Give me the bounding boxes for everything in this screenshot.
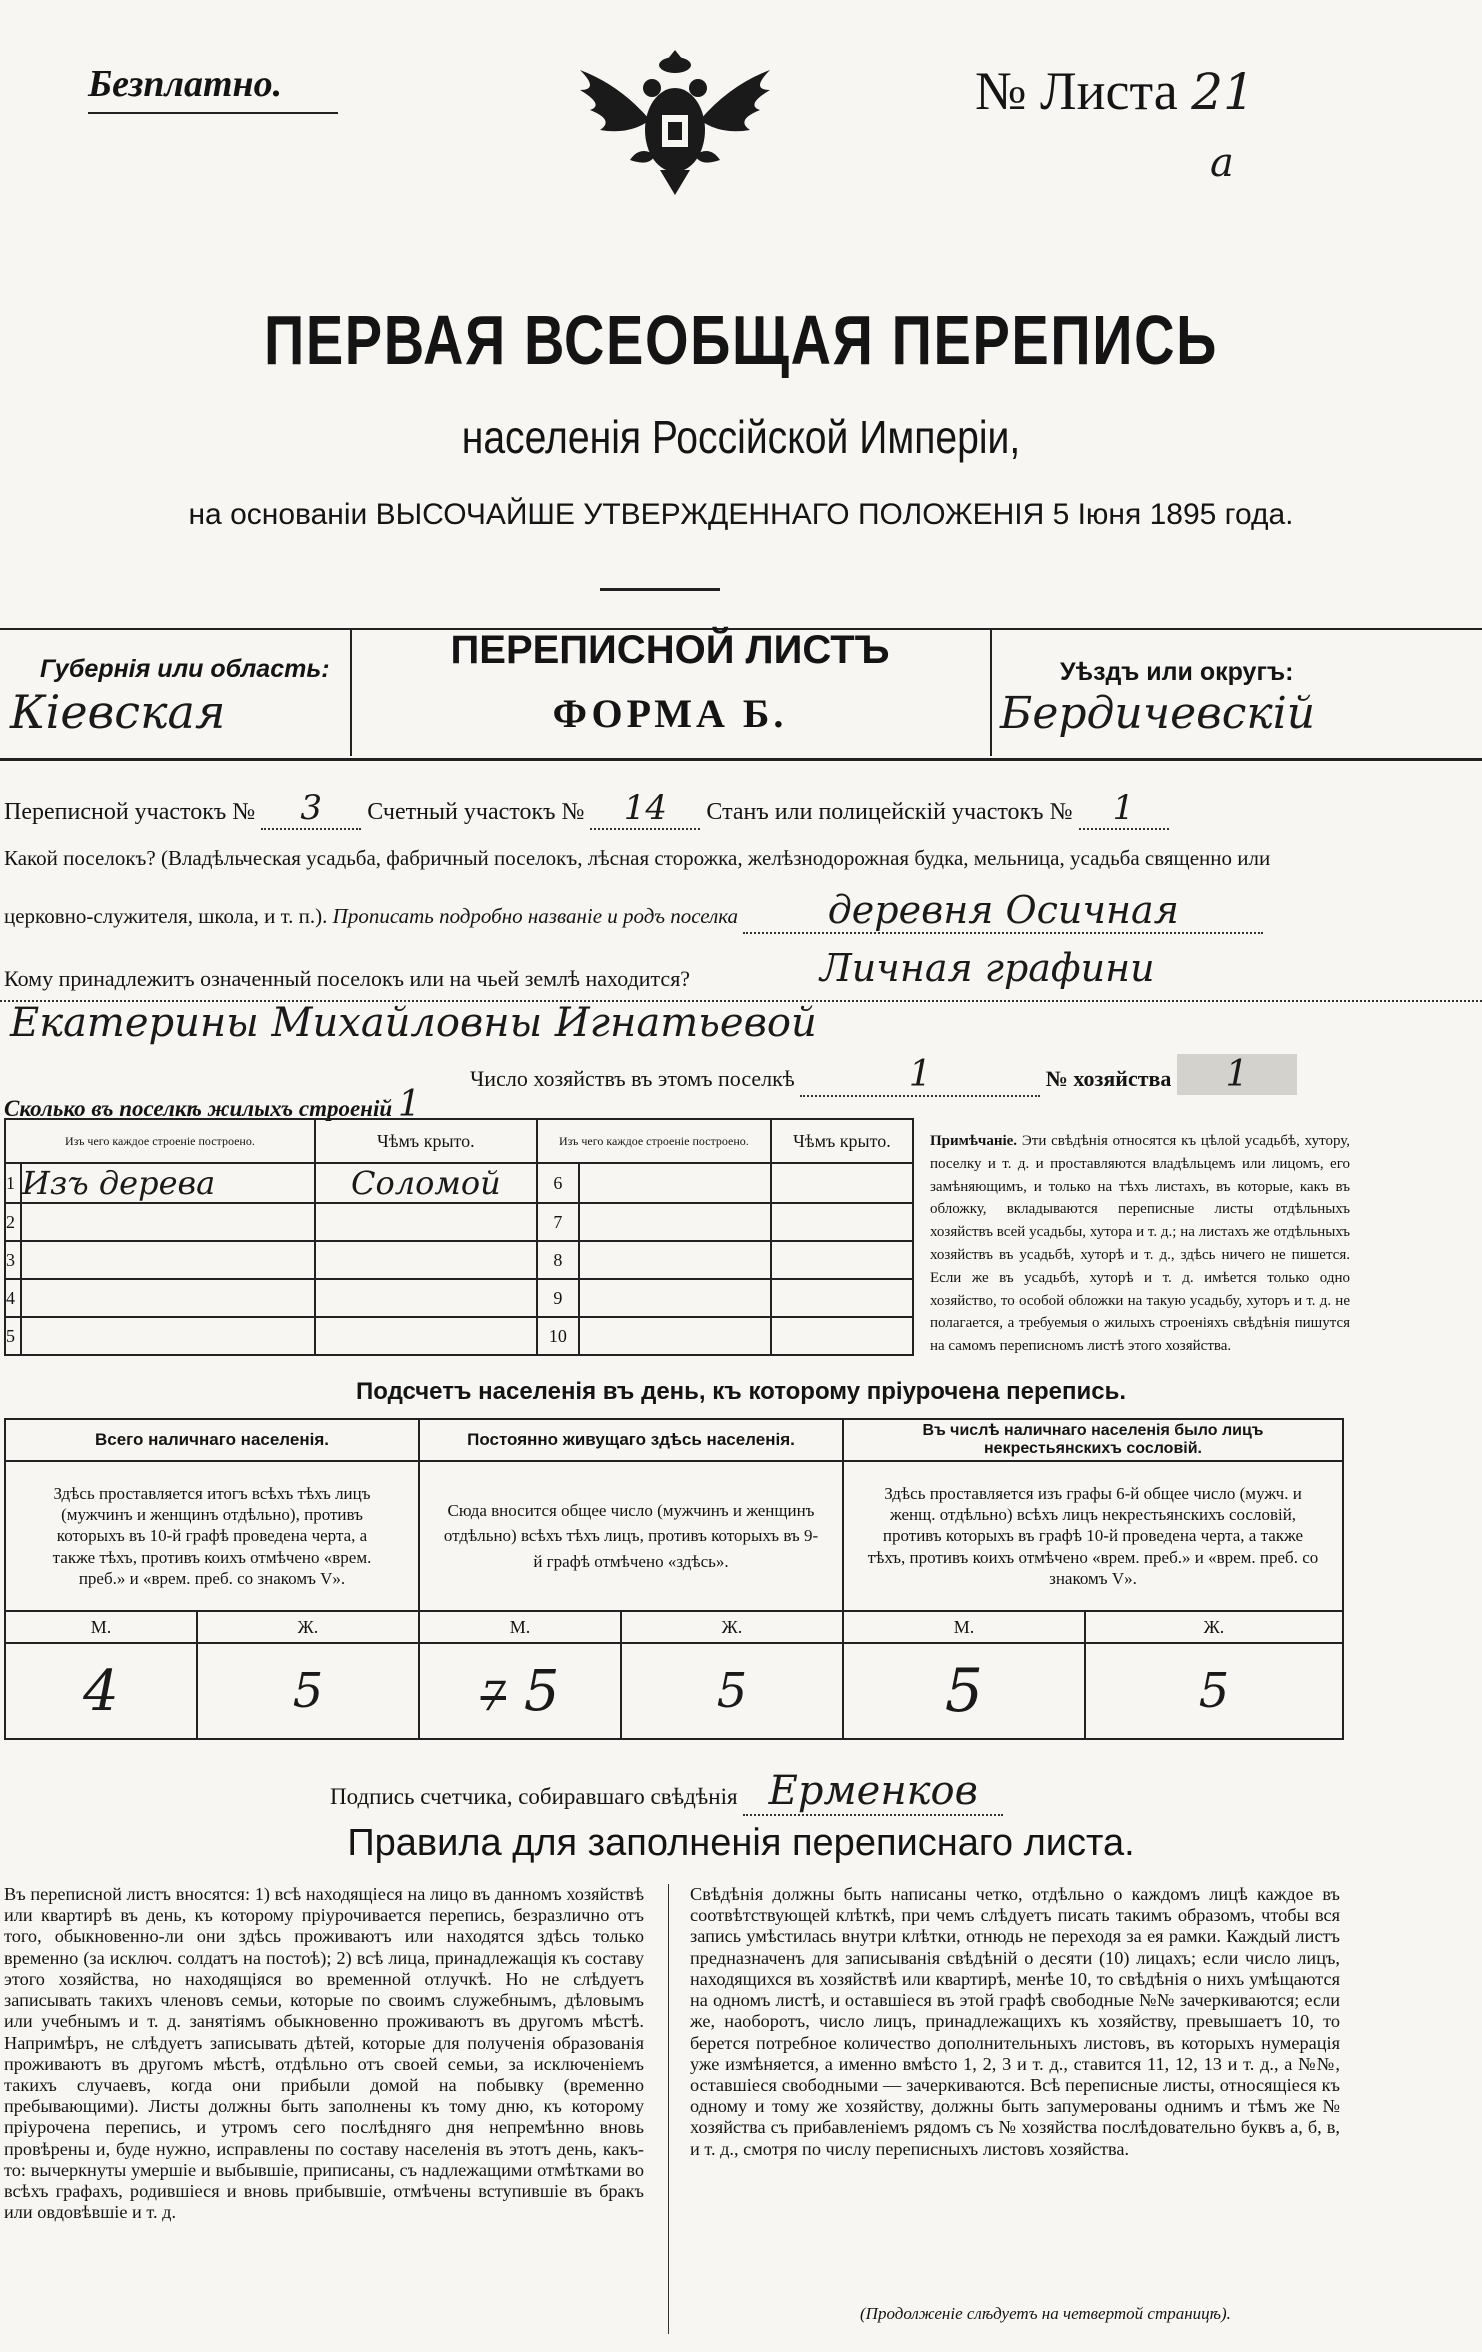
col-roof-header-right: Чѣмъ крыто. bbox=[793, 1130, 891, 1151]
row-number: 2 bbox=[6, 1211, 15, 1232]
row-number: 1 bbox=[6, 1172, 15, 1193]
nonpeasant-female-count: 5 bbox=[1198, 1663, 1230, 1719]
resident-male-count: 5 bbox=[523, 1658, 560, 1724]
census-section-label: Переписной участокъ № bbox=[4, 799, 256, 825]
stan-label: Станъ или полицейскій участокъ № bbox=[706, 799, 1073, 825]
sheet-number-label: № Листа bbox=[975, 61, 1178, 121]
building-row bbox=[5, 1163, 913, 1203]
building-row bbox=[5, 1279, 913, 1317]
rules-right-column: Свѣдѣнія должны быть написаны четко, отдѣльно о каждомъ лицѣ каждое въ соотвѣтствующей клѣткѣ, при чемъ слѣдуетъ писать такимъ образомъ, чтобы вся запись умѣстилась внутри клѣтки, отнюдь не переходя за ея рамки. Каждый листъ предназначенъ для записыванія свѣдѣній о десяти (10) лицахъ; если число лицъ, находящихся въ хозяйствѣ или квартирѣ, менѣе 10, то свѣдѣнія о нихъ умѣщаются на одномъ листѣ, и оставшіеся въ этой графѣ свободные №№ зачеркиваются; если же, наоборотъ, число лицъ, принадлежащихъ къ хозяйству, превышаетъ 10, то берется потребное количество дополнительныхъ листовъ, въ которыхъ нумерація уже измѣняется, а именно вмѣсто 1, 2, 3 и т. д., ставится 11, 12, 13 и т. д., а №№, оставшіеся свободными — зачеркиваются. Всѣ переписные листы, относящіеся къ одному и тому же хозяйству, должны быть запумерованы однимъ и тѣмъ же № хозяйства съ прибавленіемъ рядомъ съ № хозяйства послѣдовательно буквъ а, б, в, и т. д., смотря по числу переписныхъ листовъ хозяйства. bbox=[690, 1884, 1340, 2159]
population-count-table bbox=[4, 1418, 1344, 1740]
row-number: 7 bbox=[553, 1211, 563, 1232]
building-row bbox=[5, 1241, 913, 1279]
male-label: М. bbox=[953, 1616, 975, 1637]
household-no-value: 1 bbox=[1177, 1054, 1297, 1095]
male-label: М. bbox=[509, 1616, 531, 1637]
count-title: Подсчетъ населенія въ день, къ которому пріурочена перепись. bbox=[356, 1378, 1126, 1405]
row-number: 4 bbox=[6, 1287, 15, 1308]
basis-line: на основаніи ВЫСОЧАЙШЕ УТВЕРЖДЕННАГО ПОЛОЖЕНІЯ 5 Іюня 1895 года. bbox=[188, 498, 1294, 531]
stan-value: 1 bbox=[1079, 788, 1169, 830]
row-number: 10 bbox=[548, 1325, 567, 1346]
owner-question: Кому принадлежитъ означенный поселокъ или на чьей землѣ находится? bbox=[4, 966, 691, 991]
signature-value: Ерменков bbox=[743, 1768, 1003, 1816]
free-underline bbox=[88, 112, 338, 114]
count-col3-head: Въ числѣ наличнаго населенія было лицъ некрестьянскихъ сословій. bbox=[922, 1422, 1264, 1457]
governorate-label: Губернія или область: bbox=[40, 655, 330, 683]
settlement-question-2: церковно-служителя, школа, и т. п.). bbox=[4, 904, 328, 928]
rules-continued: (Продолженіе слѣдуетъ на четвертой страницѣ). bbox=[860, 2304, 1231, 2323]
form-header-divider-right bbox=[990, 628, 992, 756]
district-label: Уѣздъ или округъ: bbox=[1060, 658, 1294, 686]
page-subtitle: населенія Россійской Имперіи, bbox=[461, 411, 1021, 463]
households-field bbox=[470, 1054, 1297, 1097]
count-col2-text: Сюда вносится общее число (мужчинъ и женщинъ отдѣльно) всѣхъ тѣхъ лицъ, противъ которыхъ въ 9-й графѣ отмѣчено «здѣсь». bbox=[443, 1500, 819, 1571]
district-value: Бердичевскій bbox=[1000, 688, 1316, 739]
count-col1-text: Здѣсь проставляется итогъ всѣхъ тѣхъ лицъ (мужчинъ и женщинъ отдѣльно), противъ которыхъ въ 10-й графѣ проведена черта, а также тѣхъ, противъ коихъ отмѣчено «врем. преб.» и «врем. преб. со знакомъ V». bbox=[52, 1483, 372, 1588]
building-row bbox=[5, 1317, 913, 1355]
census-section-value: 3 bbox=[261, 788, 361, 830]
female-label: Ж. bbox=[297, 1616, 319, 1637]
header-divider bbox=[600, 588, 720, 591]
row-number: 5 bbox=[6, 1325, 15, 1346]
nonpeasant-male-count: 5 bbox=[944, 1656, 984, 1726]
households-label: Число хозяйствъ въ этомъ поселкѣ bbox=[470, 1066, 795, 1091]
rules-title: Правила для заполненія переписнаго листа. bbox=[347, 1822, 1135, 1864]
col-material-header-right: Изъ чего каждое строеніе построено. bbox=[558, 1133, 749, 1148]
present-female-count: 5 bbox=[292, 1663, 324, 1719]
building-material: Изъ дерева bbox=[22, 1164, 216, 1202]
building-row bbox=[5, 1203, 913, 1241]
governorate-value: Кіевская bbox=[10, 685, 226, 739]
count-section-label: Счетный участокъ № bbox=[367, 799, 585, 825]
note-label: Примѣчаніе. bbox=[930, 1133, 1018, 1149]
rules-left-column: Въ переписной листъ вносятся: 1) всѣ находящіеся на лицо въ данномъ хозяйствѣ или квартирѣ въ день, къ которому пріурочивается перепись, безразлично отъ того, обыкновенно-ли они здѣсь проживаютъ или находятся здѣсь только временно (за исключ. солдатъ на постоѣ); 2) всѣ лица, принадлежащія къ составу этого хозяйства, но находящіяся во временной отлучкѣ. Но не слѣдуетъ записывать такихъ членовъ семьи, которые по своимъ служебнымъ, дѣловымъ или учебнымъ и т. д. занятіямъ обыкновенно проживаютъ въ другомъ мѣстѣ. Напримѣръ, не слѣдуетъ записывать дѣтей, которые для полученія образованія проживаютъ въ другомъ мѣстѣ, отдѣльно отъ своей семьи, за исключеніемъ такихъ случаевъ, когда они прибыли домой на побывку (временно пребывающими). Листы должны быть заполнены къ тому дню, къ которому пріурочена перепись, и утромъ сего послѣдняго дня непремѣнно вновь провѣрены и, буде нужно, исправлены по составу населенія въ этотъ день, какъ-то: вычеркнуты умершіе и выбывшіе, приписаны, съ надлежащими отмѣтками во всѣхъ графахъ, родившіеся и вновь прибывшіе, отмѣчены вступившіе въ бракъ или овдовѣвшіе и т. д. bbox=[4, 1884, 644, 2223]
row-number: 8 bbox=[553, 1249, 563, 1270]
col-material-header-left: Изъ чего каждое строеніе построено. bbox=[65, 1133, 255, 1148]
settlement-question: Какой поселокъ? (Владѣльческая усадьба, фабричный поселокъ, лѣсная сторожка, желѣзнодорожная будка, мельница, усадьба священно или bbox=[4, 846, 1271, 870]
building-roof: Соломой bbox=[350, 1164, 501, 1202]
count-col1-head: Всего наличнаго населенія. bbox=[95, 1430, 329, 1449]
male-label: М. bbox=[90, 1616, 112, 1637]
owner-value-1: Личная графини bbox=[820, 946, 1155, 990]
census-section-field bbox=[4, 788, 1169, 830]
count-section-value: 14 bbox=[590, 788, 700, 830]
sheet-number-value: 21 bbox=[1191, 63, 1255, 121]
col-roof-header-left: Чѣмъ крыто. bbox=[377, 1130, 475, 1151]
present-male-count: 4 bbox=[83, 1658, 119, 1724]
owner-value-2: Екатерины Михайловны Игнатьевой bbox=[10, 1000, 817, 1046]
page-title: ПЕРВАЯ ВСЕОБЩАЯ ПЕРЕПИСЬ bbox=[264, 301, 1218, 379]
imperial-eagle-emblem bbox=[560, 30, 790, 200]
count-col2-head: Постоянно живущаго здѣсь населенія. bbox=[467, 1430, 795, 1449]
buildings-table bbox=[4, 1118, 914, 1356]
sheet-letter: а bbox=[1210, 140, 1234, 186]
struck-value: 7 bbox=[480, 1673, 506, 1720]
signature-field bbox=[330, 1768, 1003, 1816]
signature-label: Подпись счетчика, собиравшаго свѣдѣнія bbox=[330, 1784, 738, 1809]
female-label: Ж. bbox=[1203, 1616, 1225, 1637]
form-title: ПЕРЕПИСНОЙ ЛИСТЪ bbox=[450, 628, 890, 672]
note-text: Эти свѣдѣнія относятся къ цѣлой усадьбѣ, хутору, поселку и т. д. и проставляются владѣльцемъ или лицомъ, его замѣняющимъ, и только на тѣхъ листахъ, въ которые, какъ въ обложку, вкладываются переписные листы отдѣльныхъ хозяйствъ всей усадьбы, хутора и т. д.; на листахъ же отдѣльныхъ хозяйствъ въ усадьбѣ, хуторѣ и т. д., здѣсь ничего не пишется. Если же въ усадьбѣ, хуторѣ и т. д. имѣется только одно хозяйство, то особой обложки на такую усадьбу, хуторъ и т. д. не полагается, а требуемыя о жилыхъ строеніяхъ свѣдѣнія пишутся на самомъ переписномъ листѣ этого хозяйства. bbox=[930, 1133, 1351, 1355]
row-number: 3 bbox=[6, 1249, 15, 1270]
free-label: Безплатно. bbox=[88, 63, 283, 105]
buildings-value: 1 bbox=[397, 1084, 421, 1125]
row-number: 9 bbox=[553, 1287, 563, 1308]
count-col3-text: Здѣсь проставляется изъ графы 6-й общее число (мужч. и женщ. отдѣльно) всѣхъ лицъ некрестьянскихъ сословій, противъ которыхъ въ графѣ 10-й проведена черта, а также тѣхъ, противъ коихъ отмѣчено «врем. преб.» и «врем. преб. со знакомъ V». bbox=[867, 1483, 1319, 1588]
buildings-label: Сколько въ поселкѣ жилыхъ строеній bbox=[4, 1096, 393, 1121]
resident-female-count: 5 bbox=[716, 1663, 748, 1719]
households-value: 1 bbox=[800, 1054, 1040, 1097]
female-label: Ж. bbox=[721, 1616, 743, 1637]
sheet-number bbox=[975, 60, 1255, 122]
rules-column-divider bbox=[668, 1884, 669, 2334]
settlement-hint: Прописать подробно названіе и родъ поселка bbox=[332, 904, 739, 928]
settlement-value: деревня Осичная bbox=[743, 888, 1263, 934]
household-no-label: № хозяйства bbox=[1045, 1066, 1172, 1091]
settlement-line bbox=[4, 888, 1263, 934]
form-name: ФОРМА Б. bbox=[552, 691, 788, 736]
row-number: 6 bbox=[553, 1172, 563, 1193]
note-block bbox=[930, 1130, 1350, 1358]
